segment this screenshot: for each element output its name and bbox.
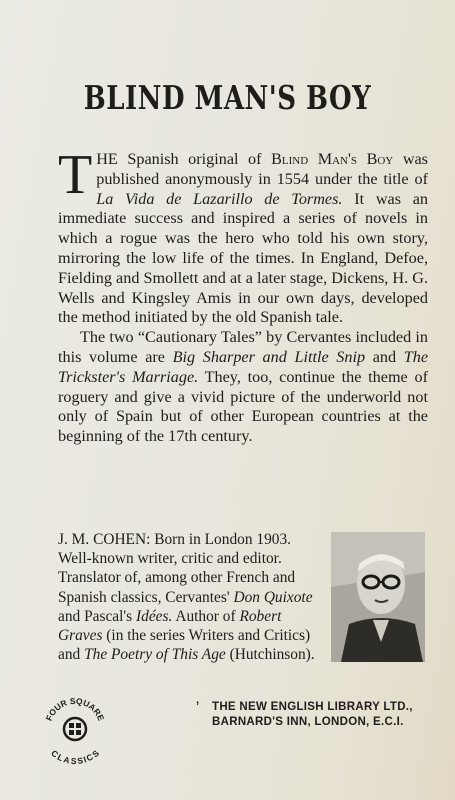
blurb-text: They, too, continue the theme of roguery and give a vivid picture of the underworld not only of Spain but of other European countries at the beginning of the 17th century.: [58, 367, 428, 446]
bio-text: (in the series Writers and Critics) and: [58, 627, 311, 664]
blurb-text: The two “Cautionary Tales” by Cervantes included in this volume are: [58, 328, 428, 366]
book-title: BLIND MAN'S BOY: [83, 80, 372, 118]
blurb-text: was published anonymously in 1554 under the title of: [96, 150, 428, 188]
author-photo: [331, 532, 425, 662]
four-square-classics-logo: [38, 692, 112, 766]
blurb-paragraph-2: [58, 328, 428, 447]
svg-text:FOUR SQUARE: FOUR SQUARE: [43, 695, 107, 723]
blurb-text: HE Spanish original of: [96, 150, 272, 168]
bio-work-title: Idées.: [136, 607, 173, 625]
bio-text: (Hutchinson).: [225, 646, 315, 664]
publisher-imprint: [196, 700, 442, 730]
blurb-text: and: [365, 347, 404, 366]
tale-title-2: The Trickster's Marriage.: [58, 347, 428, 386]
bio-work-title: Don Quixote: [233, 588, 313, 606]
blurb-paragraph-1: [58, 144, 429, 328]
publisher-name: THE NEW ENGLISH LIBRARY LTD.,: [212, 701, 413, 713]
bio-text: J. M. COHEN: Born in London 1903. Well-known writer, critic and editor. Translator of, among other French and Spanish classics, Cervantes': [58, 531, 296, 606]
blurb-title-smallcaps: Blind Man's Boy: [271, 150, 394, 168]
svg-text:CLASSICS: CLASSICS: [49, 747, 101, 766]
bio-text: Author of: [172, 607, 240, 625]
blurb-text: It was an immediate success and inspired a series of novels in which a rogue was the hero who told his own story, mirroring the low life of the times. In England, Defoe, Fielding and Smollett and at a later stage, Dickens, H. G. Wells and Kingsley Amis in our own days, developed the method initiated by the old Spanish tale.: [58, 189, 429, 327]
logo-seal-icon: [38, 692, 112, 766]
bio-text: and Pascal's: [58, 607, 136, 625]
bio-work-title: Robert Graves: [58, 607, 282, 645]
publisher-address: BARNARD'S INN, LONDON, E.C.I.: [212, 716, 404, 728]
blurb: [58, 144, 429, 447]
bio-work-title: The Poetry of This Age: [84, 646, 226, 664]
author-portrait-image: [331, 532, 425, 662]
drop-cap: T: [58, 144, 93, 206]
blurb-spanish-title: La Vida de Lazarillo de Tormes.: [96, 189, 343, 208]
publisher-mark: ’: [196, 701, 200, 713]
author-bio: [58, 530, 320, 664]
tale-title-1: Big Sharper and Little Snip: [172, 347, 366, 366]
